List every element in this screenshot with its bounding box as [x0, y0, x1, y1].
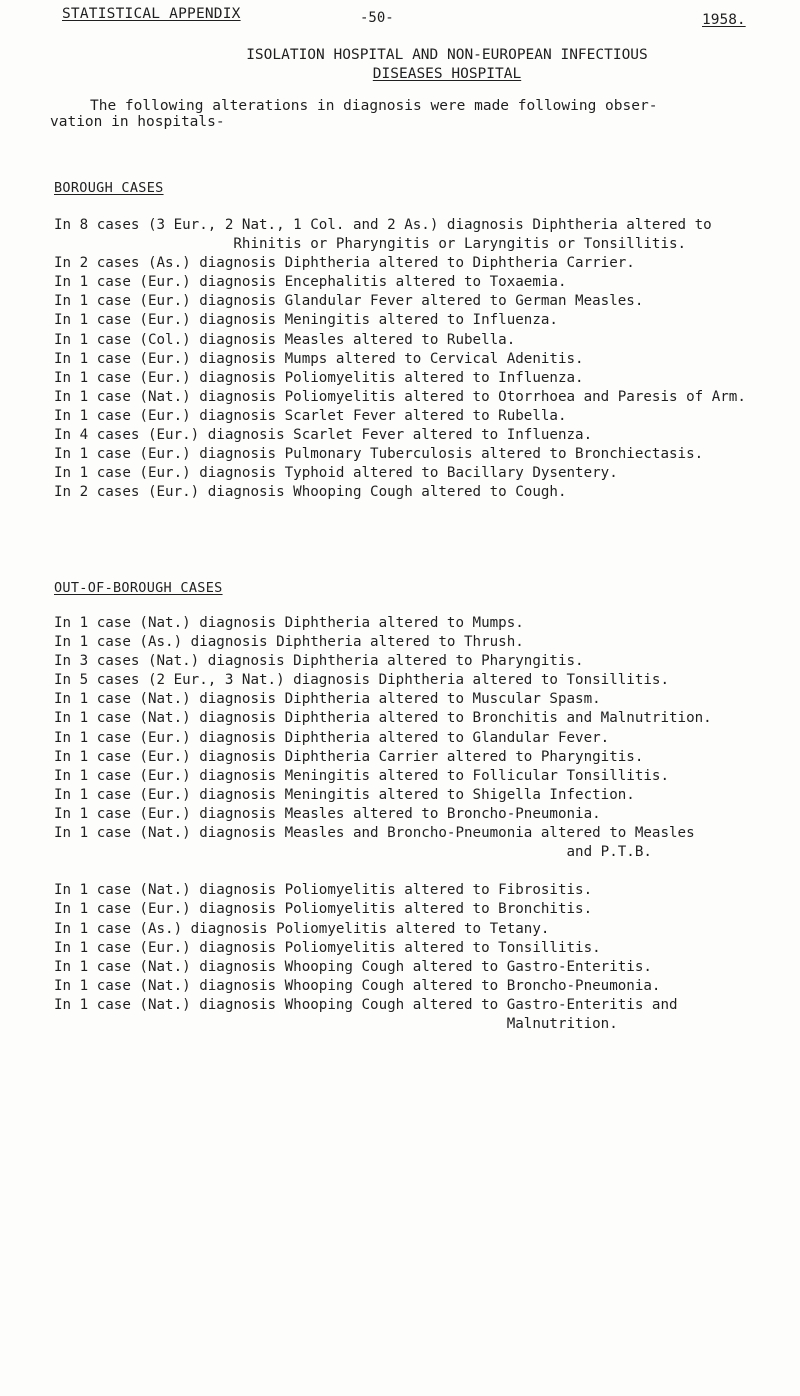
intro-line-2: vation in hospitals-	[50, 114, 225, 130]
list-item: In 1 case (Eur.) diagnosis Measles altered to Broncho-Pneumonia.	[54, 805, 601, 822]
list-item: Rhinitis or Pharyngitis or Laryngitis or Tonsillitis.	[54, 236, 687, 253]
report-year: 1958.	[702, 12, 746, 28]
list-item: In 1 case (As.) diagnosis Poliomyelitis altered to Tetany.	[54, 920, 550, 937]
list-item: In 3 cases (Nat.) diagnosis Diphtheria altered to Pharyngitis.	[54, 653, 584, 670]
list-item: In 1 case (As.) diagnosis Diphtheria altered to Thrush.	[54, 634, 524, 651]
intro-line-1: The following alterations in diagnosis were made following obser-	[90, 98, 658, 114]
list-item: In 1 case (Eur.) diagnosis Diphtheria altered to Glandular Fever.	[54, 729, 610, 746]
list-item: In 1 case (Eur.) diagnosis Mumps altered to Cervical Adenitis.	[54, 350, 584, 367]
appendix-heading: STATISTICAL APPENDIX	[62, 6, 241, 22]
borough-cases-heading: BOROUGH CASES	[54, 180, 164, 196]
list-item: In 1 case (Eur.) diagnosis Scarlet Fever altered to Rubella.	[54, 407, 567, 424]
list-item: In 1 case (Eur.) diagnosis Poliomyelitis altered to Influenza.	[54, 369, 584, 386]
list-item: In 4 cases (Eur.) diagnosis Scarlet Fever altered to Influenza.	[54, 427, 593, 444]
list-item	[54, 862, 794, 881]
out-of-borough-cases-list	[54, 614, 794, 1034]
list-item: In 1 case (Nat.) diagnosis Diphtheria altered to Mumps.	[54, 615, 524, 631]
out-of-borough-heading: OUT-OF-BOROUGH CASES	[54, 580, 223, 596]
list-item: In 2 cases (Eur.) diagnosis Whooping Cough altered to Cough.	[54, 484, 567, 501]
list-item: In 1 case (Eur.) diagnosis Meningitis altered to Shigella Infection.	[54, 786, 635, 803]
page-number: -50-	[360, 10, 394, 26]
list-item: In 1 case (Eur.) diagnosis Poliomyelitis altered to Tonsillitis.	[54, 939, 601, 956]
list-item: Malnutrition.	[54, 1015, 618, 1032]
document-title	[222, 46, 672, 84]
list-item: In 1 case (Eur.) diagnosis Poliomyelitis altered to Bronchitis.	[54, 901, 593, 918]
title-line-2: DISEASES HOSPITAL	[372, 66, 522, 82]
list-item: In 1 case (Col.) diagnosis Measles altered to Rubella.	[54, 331, 516, 348]
list-item: In 1 case (Nat.) diagnosis Poliomyelitis altered to Otorrhoea and Paresis of Arm.	[54, 388, 746, 405]
list-item: In 1 case (Nat.) diagnosis Measles and Broncho-Pneumonia altered to Measles	[54, 825, 695, 842]
list-item: In 1 case (Nat.) diagnosis Whooping Cough altered to Broncho-Pneumonia.	[54, 977, 661, 994]
list-item: In 1 case (Nat.) diagnosis Diphtheria altered to Bronchitis and Malnutrition.	[54, 710, 712, 727]
list-item: In 1 case (Nat.) diagnosis Diphtheria altered to Muscular Spasm.	[54, 691, 601, 708]
list-item: In 1 case (Nat.) diagnosis Whooping Cough altered to Gastro-Enteritis and	[54, 996, 678, 1013]
list-item: In 8 cases (3 Eur., 2 Nat., 1 Col. and 2 As.) diagnosis Diphtheria altered to	[54, 217, 712, 233]
list-item: In 1 case (Eur.) diagnosis Encephalitis altered to Toxaemia.	[54, 274, 567, 291]
list-item: In 1 case (Eur.) diagnosis Glandular Fever altered to German Measles.	[54, 293, 644, 310]
list-item: and P.T.B.	[54, 844, 652, 861]
list-item: In 1 case (Nat.) diagnosis Whooping Cough altered to Gastro-Enteritis.	[54, 958, 652, 975]
borough-cases-list	[54, 216, 794, 502]
list-item: In 1 case (Eur.) diagnosis Meningitis altered to Influenza.	[54, 312, 558, 329]
list-item: In 1 case (Eur.) diagnosis Typhoid altered to Bacillary Dysentery.	[54, 465, 618, 482]
list-item: In 1 case (Nat.) diagnosis Poliomyelitis altered to Fibrositis.	[54, 882, 593, 899]
list-item: In 5 cases (2 Eur., 3 Nat.) diagnosis Diphtheria altered to Tonsillitis.	[54, 672, 669, 689]
list-item: In 2 cases (As.) diagnosis Diphtheria altered to Diphtheria Carrier.	[54, 255, 635, 272]
list-item: In 1 case (Eur.) diagnosis Meningitis altered to Follicular Tonsillitis.	[54, 767, 669, 784]
list-item: In 1 case (Eur.) diagnosis Pulmonary Tuberculosis altered to Bronchiectasis.	[54, 446, 704, 463]
title-line-1: ISOLATION HOSPITAL AND NON-EUROPEAN INFECTIOUS	[246, 47, 648, 63]
list-item: In 1 case (Eur.) diagnosis Diphtheria Carrier altered to Pharyngitis.	[54, 748, 644, 765]
intro-paragraph	[50, 98, 770, 130]
